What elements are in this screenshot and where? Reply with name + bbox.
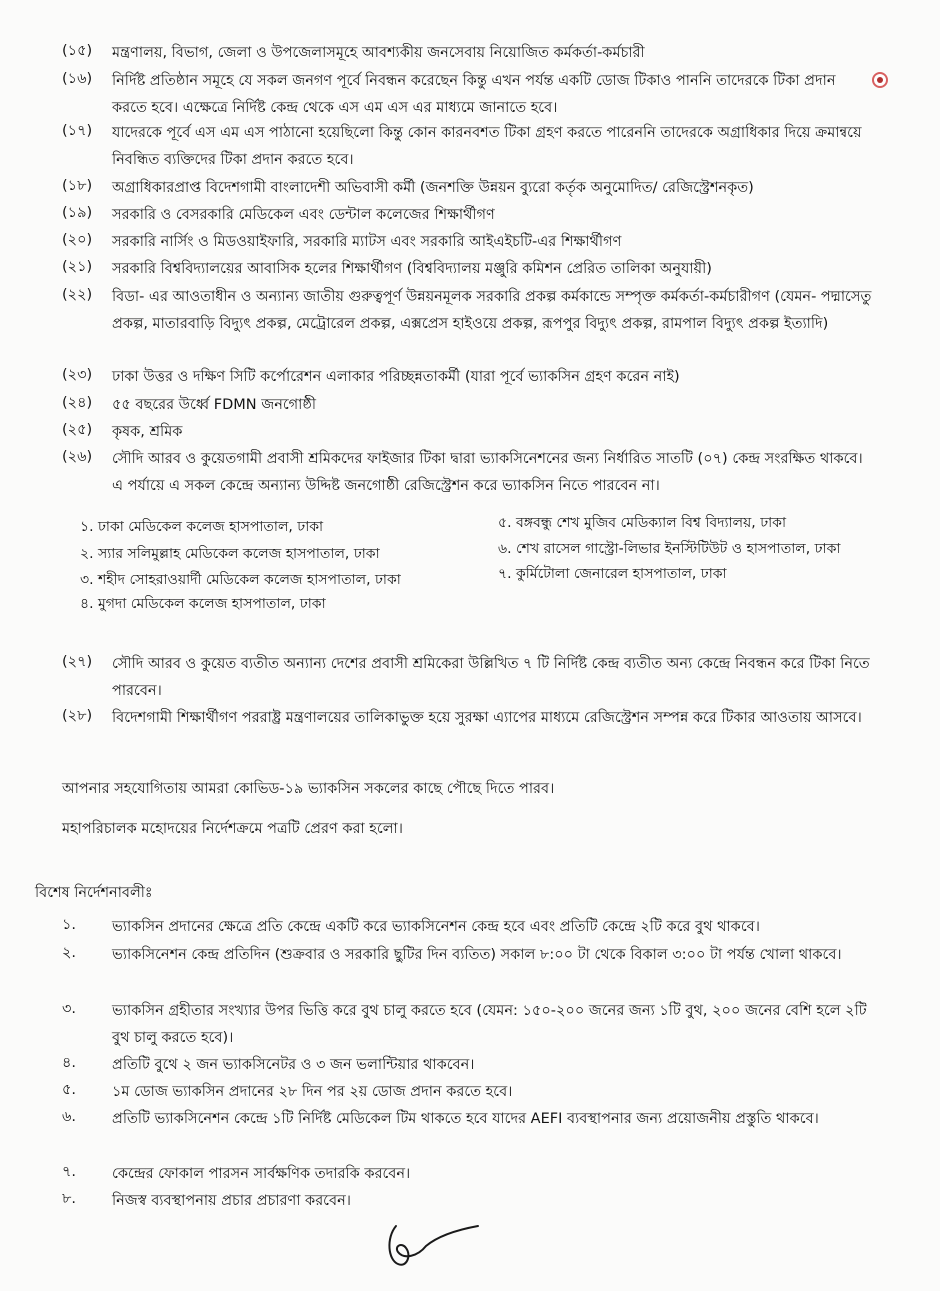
item-text: সৌদি আরব ও কুয়েত ব্যতীত অন্যান্য দেশের প্রবাসী শ্রমিকেরা উল্লিখিত ৭ টি নির্দিষ্ট কেন্দ্র ব্যতীত অন্য কেন্দ্রে নিবন্ধন করে টিকা নিতে পারবেন। [112, 656, 870, 699]
item-text: ভ্যাকসিন গ্রহীতার সংখ্যার উপর ভিত্তি করে বুথ চালু করতে হবে (যেমন: ১৫০-২০০ জনের জন্য ১টি বুথ, ২০০ জনের বেশি হলে ২টি বুথ চালু করতে হবে)। [112, 1003, 867, 1046]
item-number: (২৫) [62, 422, 93, 438]
item-number: (২১) [62, 259, 93, 275]
list-item [62, 229, 882, 256]
list-item [62, 998, 882, 1052]
item-text: ভ্যাকসিন প্রদানের ক্ষেত্রে প্রতি কেন্দ্রে একটি করে ভ্যাকসিনেশন কেন্দ্র হবে এবং প্রতিটি কেন্দ্রে ২টি করে বুথ থাকবে। [112, 919, 760, 935]
list-item [62, 68, 862, 122]
center-item: ৫. বঙ্গবন্ধু শেখ মুজিব মেডিক্যাল বিশ্ব বিদ্যালয়, ঢাকা [498, 515, 787, 531]
item-text: ভ্যাকসিনেশন কেন্দ্র প্রতিদিন (শুক্রবার ও সরকারি ছুটির দিন ব্যতিত) সকাল ৮:০০ টা থেকে বিকাল ৩:০০ টা পর্যন্ত খোলা থাকবে। [112, 947, 842, 963]
list-item [62, 419, 882, 446]
item-number: (১৬) [62, 71, 93, 87]
item-text: ৫৫ বছরের উর্ধ্বে FDMN জনগোষ্ঠী [112, 397, 316, 413]
list-item [62, 40, 882, 67]
item-number: (১৭) [62, 123, 93, 139]
item-text: সরকারি ও বেসরকারি মেডিকেল এবং ডেন্টাল কলেজের শিক্ষার্থীগণ [112, 207, 495, 223]
item-number: (২০) [62, 232, 93, 248]
item-number: ১. [62, 917, 77, 933]
item-text: সৌদি আরব ও কুয়েতগামী প্রবাসী শ্রমিকদের ফাইজার টিকা দ্বারা ভ্যাকসিনেশনের জন্য নির্ধারিত সাতটি (০৭) কেন্দ্র সংরক্ষিত থাকবে। এ পর্যায়ে এ সকল কেন্দ্রে অন্যান্য উদ্দিষ্ট জনগোষ্ঠী রেজিস্ট্রেশন করে ভ্যাকসিন নিতে পারবেন না। [112, 451, 863, 494]
item-text: প্রতিটি ভ্যাকসিনেশন কেন্দ্রে ১টি নির্দিষ্ট মেডিকেল টিম থাকতে হবে যাদের AEFI ব্যবস্থাপনার জন্য প্রয়োজনীয় প্রস্তুতি থাকবে। [112, 1111, 819, 1127]
item-text: সরকারি নার্সিং ও মিডওয়াইফারি, সরকারি ম্যাটস এবং সরকারি আইএইচটি-এর শিক্ষার্থীগণ [112, 234, 622, 250]
item-text: বিদেশগামী শিক্ষার্থীগণ পররাষ্ট্র মন্ত্রণালয়ের তালিকাভুক্ত হয়ে সুরক্ষা এ্যাপের মাধ্যমে রেজিস্ট্রেশন সম্পন্ন করে টিকার আওতায় আসবে। [112, 710, 862, 726]
center-item: ২. স্যার সলিমুল্লাহ মেডিকেল কলেজ হাসপাতাল, ঢাকা [80, 546, 380, 562]
closing-text: মহাপরিচালক মহোদয়ের নির্দেশক্রমে পত্রটি প্রেরণ করা হলো। [62, 821, 403, 837]
list-item [62, 256, 882, 283]
item-number: ৫. [62, 1082, 77, 1098]
item-number: ৩. [62, 1001, 77, 1017]
center-item: ৭. কুর্মিটোলা জেনারেল হাসপাতাল, ঢাকা [498, 566, 727, 582]
list-item [62, 651, 872, 705]
item-number: ৬. [62, 1109, 77, 1125]
item-number: (১৮) [62, 178, 93, 194]
list-item [62, 202, 882, 229]
signature-icon [382, 1216, 492, 1276]
item-text: যাদেরকে পূর্বে এস এম এস পাঠানো হয়েছিলো কিন্তু কোন কারনবশত টিকা গ্রহণ করতে পারেননি তাদেরকে অগ্রাধিকার দিয়ে ক্রমান্বয়ে নিবন্ধিত ব্যক্তিদের টিকা প্রদান করতে হবে। [112, 125, 862, 168]
center-item: ৬. শেখ রাসেল গাস্ট্রো-লিভার ইনস্টিটিউট ও হাসপাতাল, ঢাকা [498, 541, 841, 557]
item-number: ২. [62, 945, 77, 961]
section-heading: বিশেষ নির্দেশনাবলীঃ [35, 885, 153, 901]
list-item [62, 1106, 882, 1133]
list-item [62, 914, 882, 941]
item-number: (২৩) [62, 367, 93, 383]
list-item [62, 705, 872, 732]
radio-button-icon[interactable] [872, 72, 888, 88]
item-number: (২৮) [62, 708, 93, 724]
item-number: (২৭) [62, 654, 93, 670]
list-item [62, 175, 882, 202]
center-item: ৪. মুগদা মেডিকেল কলেজ হাসপাতাল, ঢাকা [80, 596, 326, 612]
item-text: অগ্রাধিকারপ্রাপ্ত বিদেশগামী বাংলাদেশী অভিবাসী কর্মী (জনশক্তি উন্নয়ন ব্যুরো কর্তৃক অনুমোদিত/ রেজিস্ট্রেশনকৃত) [112, 180, 754, 196]
center-item: ১. ঢাকা মেডিকেল কলেজ হাসপাতাল, ঢাকা [80, 519, 324, 535]
center-item: ৩. শহীদ সোহরাওয়ার্দী মেডিকেল কলেজ হাসপাতাল, ঢাকা [80, 572, 401, 588]
item-number: (১৫) [62, 43, 93, 59]
item-number: ৮. [62, 1191, 77, 1207]
item-number: ৭. [62, 1164, 77, 1180]
item-text: বিডা- এর আওতাধীন ও অন্যান্য জাতীয় গুরুত্বপূর্ণ উন্নয়নমূলক সরকারি প্রকল্প কর্মকান্ডে সম্পৃক্ত কর্মকর্তা-কর্মচারীগণ (যেমন- পদ্মাসেতু প্রকল্প, মাতারবাড়ি বিদ্যুৎ প্রকল্প, মেট্রোরেল প্রকল্প, এক্সপ্রেস হাইওয়ে প্রকল্প, রূপপুর বিদ্যুৎ প্রকল্প, রামপাল বিদ্যুৎ প্রকল্প ইত্যাদি) [112, 289, 872, 332]
list-item [62, 1052, 882, 1079]
item-number: (১৯) [62, 205, 93, 221]
item-text: কেন্দ্রের ফোকাল পারসন সার্বক্ষণিক তদারকি করবেন। [112, 1166, 411, 1182]
item-text: নিজস্ব ব্যবস্থাপনায় প্রচার প্রচারণা করবেন। [112, 1193, 351, 1209]
list-item [62, 364, 882, 391]
item-text: প্রতিটি বুথে ২ জন ভ্যাকসিনেটর ও ৩ জন ভলান্টিয়ার থাকবেন। [112, 1057, 475, 1073]
list-item [62, 942, 882, 969]
item-text: সরকারি বিশ্ববিদ্যালয়ের আবাসিক হলের শিক্ষার্থীগণ (বিশ্ববিদ্যালয় মঞ্জুরি কমিশন প্রেরিত তালিকা অনুযায়ী) [112, 261, 712, 277]
list-item [62, 1079, 882, 1106]
item-text: ঢাকা উত্তর ও দক্ষিণ সিটি কর্পোরেশন এলাকার পরিচ্ছন্নতাকর্মী (যারা পূর্বে ভ্যাকসিন গ্রহণ করেন নাই) [112, 369, 680, 385]
closing-text: আপনার সহযোগিতায় আমরা কোভিড-১৯ ভ্যাকসিন সকলের কাছে পৌছে দিতে পারব। [62, 781, 555, 797]
item-text: ১ম ডোজ ভ্যাকসিন প্রদানের ২৮ দিন পর ২য় ডোজ প্রদান করতে হবে। [112, 1084, 513, 1100]
item-text: কৃষক, শ্রমিক [112, 424, 183, 440]
list-item [62, 392, 882, 419]
item-number: (২৬) [62, 449, 93, 465]
list-item [62, 1161, 882, 1188]
item-number: ৪. [62, 1055, 77, 1071]
item-number: (২৪) [62, 395, 93, 411]
list-item [62, 446, 872, 500]
list-item [62, 1188, 882, 1215]
list-item [62, 284, 872, 338]
item-text: নির্দিষ্ট প্রতিষ্ঠান সমূহে যে সকল জনগণ পূর্বে নিবন্ধন করেছেন কিন্তু এখন পর্যন্ত একটি ডোজ টিকাও পাননি তাদেরকে টিকা প্রদান করতে হবে। এক্ষেত্রে নির্দিষ্ট কেন্দ্র থেকে এস এম এস এর মাধ্যমে জানাতে হবে। [112, 73, 836, 116]
item-number: (২২) [62, 287, 93, 303]
list-item [62, 120, 872, 174]
item-text: মন্ত্রণালয়, বিভাগ, জেলা ও উপজেলাসমূহে আবশ্যকীয় জনসেবায় নিয়োজিত কর্মকর্তা-কর্মচারী [112, 45, 645, 61]
